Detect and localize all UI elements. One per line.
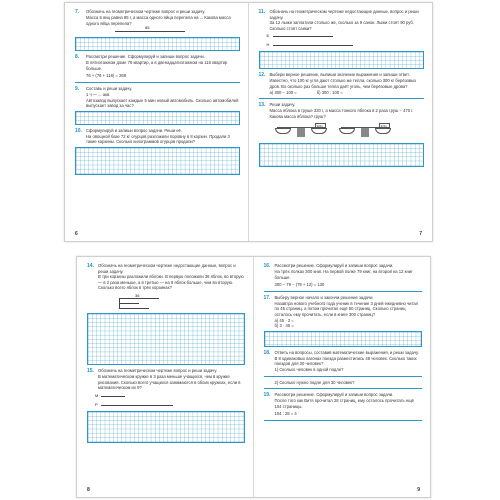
solution-expression: 76 + (76 + 116) = 268: [86, 73, 127, 79]
task-number: 9.: [75, 85, 80, 92]
segment-label: 36: [135, 292, 140, 298]
scale-icon: [337, 121, 393, 141]
task-instruction: Обозначь на геометрическом чертеже недостающие данные, вопрос и реши задачу.: [269, 9, 419, 20]
task-17: [264, 295, 423, 347]
answer-grid[interactable]: [87, 313, 245, 365]
task-text: Масса яблока в груше 320 г, а масса тонкого яблока в 2 раза груш − 470 г. Какова масса яблока? груш?: [269, 108, 414, 119]
answer-grid[interactable]: [87, 411, 245, 443]
answer-grid[interactable]: [75, 111, 240, 125]
task-number: 10.: [75, 127, 82, 134]
task-text: Масса 5 яиц равна 85 г, а масса одного яйца перепела на ... Какова масса одного яйца перепела?: [86, 15, 231, 26]
page-left-top: [65, 3, 249, 241]
page-right-bottom: [254, 257, 431, 497]
task-number: 14.: [87, 263, 94, 269]
segment-label: Н: [266, 42, 270, 48]
answer-grid[interactable]: [75, 147, 240, 175]
page-left-bottom: [77, 257, 254, 497]
task-text: Известно, что 100 кг угля дают столько же тепла, сколько 300 кг берёзовых дров. Во сколько раз больше тепла даёт уголь, чем берёзовые дрова?: [269, 78, 417, 89]
spread-top: [64, 2, 433, 242]
task-11: [259, 9, 425, 69]
task-text: В три корзины разложили яблоки. В первую положили 36 яблок, во вторую — в 2 раза меньше, а в третью — на 9 яблок больше, чем во вторую. Сколько всего яблок в трёх корзинах?: [98, 274, 244, 291]
page-number: 7: [419, 231, 422, 237]
segment-label: Б: [266, 33, 270, 39]
page-number: 6: [75, 231, 78, 237]
task-text: За 12 лыжи заплатили столько же, сколько за 9 санок. Лыжи стоят 90 руб. Сколько стоят санки?: [269, 20, 414, 31]
answer-grid[interactable]: [259, 143, 425, 167]
page-number: 8: [87, 487, 90, 493]
segment-line: [115, 31, 185, 32]
task-9: [75, 86, 240, 125]
task-instruction: Сформулируй и запиши вопрос задачи. Реши её.: [86, 127, 183, 133]
task-text: В математическом кружке в 3 раза меньше учащихся, чем в кружке рисования. Сколько всего учащихся занимаются в обоих кружках, если в математическом их 9?: [98, 373, 241, 391]
segment-diagram: [266, 32, 425, 40]
option-a: а) 300 − 100 =: [269, 89, 297, 95]
scale-icon: [273, 121, 329, 141]
task-number: 12.: [258, 72, 266, 79]
answer-line[interactable]: [264, 388, 423, 389]
segment-line: [273, 45, 353, 46]
task-number: 13.: [258, 102, 266, 109]
task-instruction: Обозначь на геометрическом чертеже недостающие данные, вопрос и реши задачу.: [98, 263, 236, 274]
task-13: [259, 102, 425, 167]
segment-label: Р: [95, 401, 98, 407]
task-16: [264, 263, 423, 292]
task-instruction: Ответь на вопросы, составив математические выражения, и реши задачу.: [274, 349, 419, 355]
task-text: 1 ч — ... акв.: [86, 91, 111, 97]
task-number: 7.: [75, 9, 80, 15]
task-instruction: Выберу верное начало и закончи решение задачи.: [274, 294, 374, 300]
segment-line: [101, 405, 173, 406]
answer-line[interactable]: [264, 420, 423, 421]
task-7: [75, 9, 240, 51]
option-b: б) 3 · 45 =: [274, 323, 294, 329]
answer-grid[interactable]: [75, 37, 240, 51]
answer-line[interactable]: [264, 376, 423, 377]
task-text: Назавтра нового учебного года ученик в течение 3 дней ежедневно читал по 45 страниц, а потом прочитал ещё 50 страниц. Сколько страниц осталось ему прочитать, если в книге 300 страниц?: [274, 300, 419, 317]
option-a: а) 45 · 3 =: [274, 317, 294, 323]
question-2: 2) Сколько нужно подле для 30 человек?: [274, 379, 355, 385]
task-instruction: Обозначь на геометрическом чертеже вопрос и реши задачу.: [86, 9, 206, 14]
segment-label: М: [95, 392, 99, 398]
task-number: 8.: [75, 54, 80, 61]
task-text: На трёх полках 300 книг. На первой полке 79 книг, на второй на 12 книг больше.: [274, 269, 413, 280]
task-instruction: Выбери верное решение, выпиши значение выражения и запиши ответ.: [269, 72, 410, 78]
task-19: [264, 392, 423, 421]
answer-line[interactable]: [75, 82, 240, 83]
option-b: б) 300 : 100 =: [316, 89, 343, 95]
page-number: 9: [417, 487, 420, 493]
task-15: [87, 368, 245, 443]
answer-line[interactable]: [264, 291, 423, 292]
task-instruction: Рассмотри решение. Сформулируй и запиши вопрос задачи.: [86, 54, 205, 60]
spread-bottom: [76, 256, 431, 498]
solution-expression: 300 − 79 − (79 + 12) = 130: [274, 282, 325, 288]
task-text: В 8 одинаковых вагонах поезда разместились 48 человек. Сколько таких поездов для 30 человек?: [274, 355, 417, 367]
task-instruction: Обозначь на геометрическом чертеже вопрос и реши задачу.: [98, 367, 218, 373]
scales-figure: [273, 121, 425, 141]
task-number: 17.: [263, 294, 271, 301]
task-18: [264, 350, 423, 389]
task-number: 18.: [263, 349, 271, 356]
task-number: 15.: [87, 367, 94, 374]
weight-label: 470 г: [380, 124, 388, 129]
task-text: После того как Витя прочитал 28 страниц, ему осталось прочитать ещё 104 страницы.: [274, 398, 414, 409]
task-instruction: Рассмотри решение. Сформулируй и запиши вопрос задачи.: [274, 263, 394, 268]
task-instruction: Реши задачу.: [269, 102, 296, 108]
question-1: 1) Сколько человек в одной подле?: [274, 366, 344, 372]
task-instruction: Составь и реши задачу.: [86, 85, 133, 91]
page-right-top: [249, 3, 433, 241]
task-number: 16.: [263, 263, 271, 269]
solution-expression: 104 : 28 = 4: [274, 411, 297, 417]
task-number: 11.: [258, 9, 266, 15]
answer-grid[interactable]: [259, 51, 425, 69]
task-instruction: Рассмотри решение. Сформулируй и запиши вопрос задачи.: [274, 392, 394, 398]
segment-diagram: [101, 293, 245, 311]
segment-label: 85: [145, 25, 150, 31]
segment-diagram: [95, 401, 245, 409]
task-text: В пятиэтажном доме 76 квартир, а в двенадцатиэтажном на 116 квартир больше.: [86, 60, 228, 71]
task-text: На овощной базе 72 кг огурцов разложили поровну в 8 корзин. Продали 3 такие корзины. Сколько килограммов огурцов продали?: [86, 133, 230, 145]
task-text: Автозавод выпускает каждые 5 мин новый автомобиль. Сколько автомобилей выпускает завод за час?: [86, 97, 239, 109]
segment-diagram: [266, 41, 425, 49]
task-10: [75, 128, 240, 175]
segment-diagram: [95, 392, 245, 400]
task-12: [259, 72, 425, 99]
answer-line[interactable]: [259, 98, 425, 99]
weight-label: 320 г: [316, 124, 324, 129]
task-8: [75, 54, 240, 83]
segment-line: [101, 396, 125, 397]
segment-diagram: [115, 27, 240, 35]
task-number: 19.: [263, 392, 271, 399]
segment-line: [273, 36, 333, 37]
task-14: [87, 263, 245, 365]
answer-grid[interactable]: [264, 331, 423, 347]
